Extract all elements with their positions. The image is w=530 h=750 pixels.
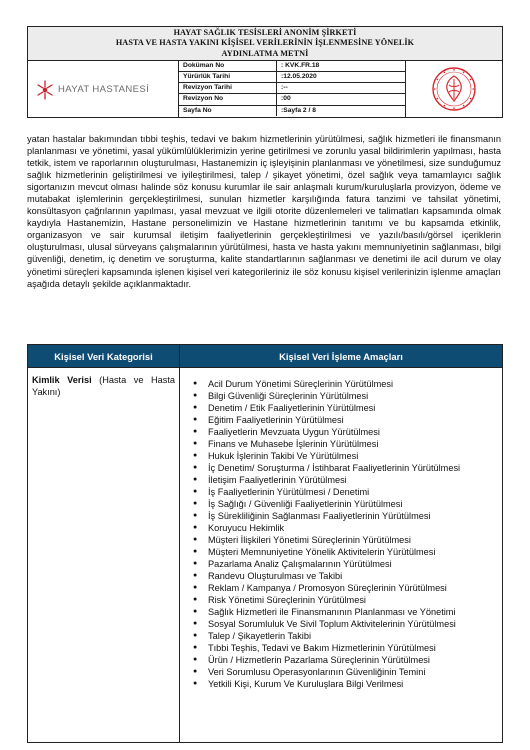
category-cell: [28, 368, 180, 742]
meta-label: Sayfa No: [179, 106, 277, 116]
meta-label: Doküman No: [179, 61, 277, 71]
purpose-item: ● Randevu Oluşturulması ve Takibi: [180, 570, 496, 582]
purpose-item: ● Veri Sorumlusu Operasyonlarının Güvenliğinin Temini: [180, 666, 496, 678]
category-qualifier: (Hasta ve Hasta Yakını): [32, 375, 175, 397]
table-header-purposes: Kişisel Veri İşleme Amaçları: [279, 350, 403, 362]
purpose-item: ● Reklam / Kampanya / Promosyon Süreçlerinin Yürütülmesi: [180, 582, 496, 594]
meta-value: :--: [281, 84, 288, 92]
purpose-item: ● Finans ve Muhasebe İşlerinin Yürütülmesi: [180, 438, 496, 450]
table-header-category: Kişisel Veri Kategorisi: [28, 345, 180, 367]
document-header: [27, 26, 503, 118]
body-paragraph: yatan hastalar bakımından tıbbi teşhis, tedavi ve bakım hizmetlerinin yürütülmesi, sağlık hizmetleri ile finansmanın planlanması ve yönetimi, yasal yükümlülüklerimizin yerine getirilmesi ve zorunlu yasal bildirimlerin yapılması, hasta tetkik, istem ve raporlarının oluşturulması, Hastanemizin iç işleyişinin planlanması ve yönetilmesi, size sunduğumuz sağlık hizmetlerinin geliştirilmesi ve iyileştirilmesi, talep / şikayet yönetimi, özel sağlık veya tamamlayıcı sağlık sigortanızın mevcut olması halinde söz konusu kurumlar ile sair anlaşmalı kurum/kuruluşlarla provizyon, ödeme ve mutabakat işlemlerinin gerçekleştirilmesi, sunulan hizmetler karşılığında fatura tanzimi ve tahsilat yönetimi, konsültasyon çağrılarının yapılması, yasal mevzuat ve ilgili otorite düzenlemeleri ve talimatları kapsamında olmak kaydıyla Hastanemizin, Hastane personelimizin ve Hastane hizmetlerinin tanıtımı ve bu kapsamda etkinlik, organizasyon ve sair kurumsal iletişim faaliyetlerinin gerçekleştirilmesi ve yazılı/basılı/görsel içeriklerin oluşturulması, ulusal sürveyans çalışmalarının yürütülmesi, hasta ve hasta yakını memnuniyetinin sağlanması, bilgi güvenliği, denetim, iç denetim ve soruşturma, kalite standartlarının sağlanması ve denetimi ile acil durum ve olay yönetimi süreçleri kapsamında işlenen kişisel veri kategorileriniz ile söz konusu kişisel verilerinizin işlenme amaçları aşağıda detaylı şekilde açıklanmaktadır.: [27, 134, 501, 289]
purpose-item: ● Eğitim Faaliyetlerinin Yürütülmesi: [180, 414, 496, 426]
purpose-item: ● Müşteri İlişkileri Yönetimi Süreçlerinin Yürütülmesi: [180, 534, 496, 546]
purpose-item: ● Koruyucu Hekimlik: [180, 522, 496, 534]
ministry-seal-icon: [430, 65, 478, 113]
purpose-item: ● Bilgi Güvenliği Süreçlerinin Yürütülmesi: [180, 390, 496, 402]
purpose-item: ● Talep / Şikayetlerin Takibi: [180, 630, 496, 642]
meta-row: [179, 106, 405, 116]
meta-row: [179, 61, 405, 72]
hospital-logo-icon: [35, 79, 55, 101]
header-title-line-1: HAYAT SAĞLIK TESİSLERİ ANONİM ŞİRKETİ: [173, 28, 357, 37]
category-name: Kimlik Verisi: [32, 375, 92, 385]
purpose-item: ● Acil Durum Yönetimi Süreçlerinin Yürütülmesi: [180, 378, 496, 390]
meta-value: :00: [281, 95, 291, 103]
purpose-item: ● İş Sağlığı / Güvenliği Faaliyetlerinin Yürütülmesi: [180, 498, 496, 510]
seal-cell: [406, 61, 502, 117]
purpose-item: ● Ürün / Hizmetlerin Pazarlama Süreçlerinin Yürütülmesi: [180, 654, 496, 666]
meta-value: :Sayfa 2 / 8: [281, 106, 316, 114]
table-header-row: [28, 345, 502, 367]
meta-label: Revizyon Tarihi: [179, 83, 277, 93]
purpose-item: ● İş Sürekliliğinin Sağlanması Faaliyetlerinin Yürütülmesi: [180, 510, 496, 522]
header-title-line-2: HASTA VE HASTA YAKINI KİŞİSEL VERİLERİNİN İŞLENMESİNE YÖNELİK: [115, 38, 415, 48]
purpose-item: ● Tıbbi Teşhis, Tedavi ve Bakım Hizmetlerinin Yürütülmesi: [180, 642, 496, 654]
meta-row: [179, 72, 405, 83]
meta-value: :12.05.2020: [281, 73, 317, 81]
hospital-logo: [35, 79, 149, 101]
hospital-logo-text: HAYAT HASTANESİ: [58, 84, 150, 96]
purpose-item: ● İş Faaliyetlerinin Yürütülmesi / Denetimi: [180, 486, 496, 498]
purpose-item: ● Hukuk İşlerinin Takibi Ve Yürütülmesi: [180, 450, 496, 462]
document-meta-table: [179, 61, 406, 117]
purposes-cell: [180, 368, 502, 742]
data-category-table: [27, 344, 503, 743]
header-title-line-3: AYDINLATMA METNİ: [221, 48, 309, 58]
purpose-item: ● İletişim Faaliyetlerinin Yürütülmesi: [180, 474, 496, 486]
purpose-item: ● Sosyal Sorumluluk Ve Sivil Toplum Aktivitelerinin Yürütülmesi: [180, 618, 496, 630]
purpose-item: ● Faaliyetlerin Mevzuata Uygun Yürütülmesi: [180, 426, 496, 438]
header-title: [28, 27, 502, 61]
meta-row: [179, 94, 405, 105]
purpose-item: ● İç Denetim/ Soruşturma / İstihbarat Faaliyetlerinin Yürütülmesi: [180, 462, 496, 474]
meta-value: : KVK.FR.18: [281, 61, 320, 69]
logo-cell: [28, 61, 179, 117]
table-row: [28, 367, 502, 742]
meta-label: Yürürlük Tarihi: [179, 72, 277, 82]
purpose-item: ● Sağlık Hizmetleri ile Finansmanının Planlanması ve Yönetimi: [180, 606, 496, 618]
purpose-item: ● Müşteri Memnuniyetine Yönelik Aktivitelerin Yürütülmesi: [180, 546, 496, 558]
purpose-item: ● Denetim / Etik Faaliyetlerinin Yürütülmesi: [180, 402, 496, 414]
meta-label: Revizyon No: [179, 94, 277, 104]
purpose-item: ● Yetkili Kişi, Kurum Ve Kuruluşlara Bilgi Verilmesi: [180, 678, 496, 690]
purpose-item: ● Risk Yönetimi Süreçlerinin Yürütülmesi: [180, 594, 496, 606]
purpose-item: ● Pazarlama Analiz Çalışmalarının Yürütülmesi: [180, 558, 496, 570]
meta-row: [179, 83, 405, 94]
